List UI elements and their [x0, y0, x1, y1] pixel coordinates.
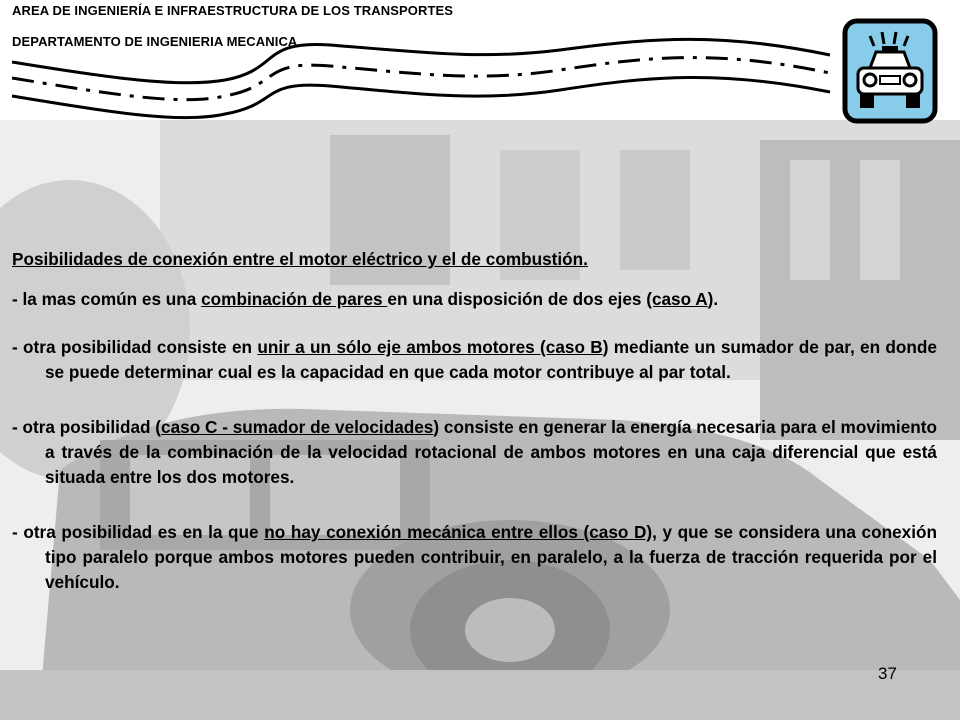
slide-title: Posibilidades de conexión entre el motor eléctrico y el de combustión.	[12, 249, 588, 269]
paragraph-caso-a	[12, 287, 937, 312]
road-decoration	[0, 0, 960, 140]
p3-text-a: - otra posibilidad (	[12, 417, 162, 437]
p1-text-e: ).	[707, 289, 719, 309]
page-number: 37	[878, 664, 897, 683]
p1-text-a: - la mas común es una	[12, 289, 202, 309]
institution-area: AREA DE INGENIERÍA E INFRAESTRUCTURA DE LOS TRANSPORTES	[12, 3, 454, 18]
p1-underlined-d: (caso A	[646, 289, 708, 309]
p4-text-c: y que se considera una conexión tipo paralelo porque ambos motores pueden contribuir, en paralelo, a la fuerza de tracción requerida por el vehículo.	[45, 522, 937, 592]
p2-text-c: ) mediante un sumador de par, en donde se puede determinar cual es la capacidad en que cada motor contribuye al par total.	[45, 337, 937, 382]
p4-text-a: - otra posibilidad es en la que	[12, 522, 265, 542]
p2-underlined-b: unir a un sólo eje ambos motores (caso B	[257, 337, 603, 357]
p1-text-c: en una disposición de dos ejes	[387, 289, 647, 309]
p4-underlined-b: no hay conexión mecánica entre ellos (caso D),	[264, 522, 657, 542]
p1-underlined-b: combinación de pares	[201, 289, 388, 309]
p3-text-c: ) consiste en generar la energía necesaria para el movimiento a través de la combinación de la velocidad rotacional de ambos motores en una caja diferencial que está situada entre los dos motores.	[45, 417, 937, 487]
slide-body	[12, 247, 937, 625]
paragraph-caso-c	[12, 415, 937, 490]
p2-text-a: - otra posibilidad consiste en	[12, 337, 258, 357]
p3-underlined-b: caso C - sumador de velocidades	[161, 417, 434, 437]
paragraph-caso-d	[12, 520, 937, 595]
car-front-icon	[842, 18, 938, 124]
department-name: DEPARTAMENTO DE INGENIERIA MECANICA	[12, 34, 298, 49]
paragraph-caso-b	[12, 335, 937, 385]
